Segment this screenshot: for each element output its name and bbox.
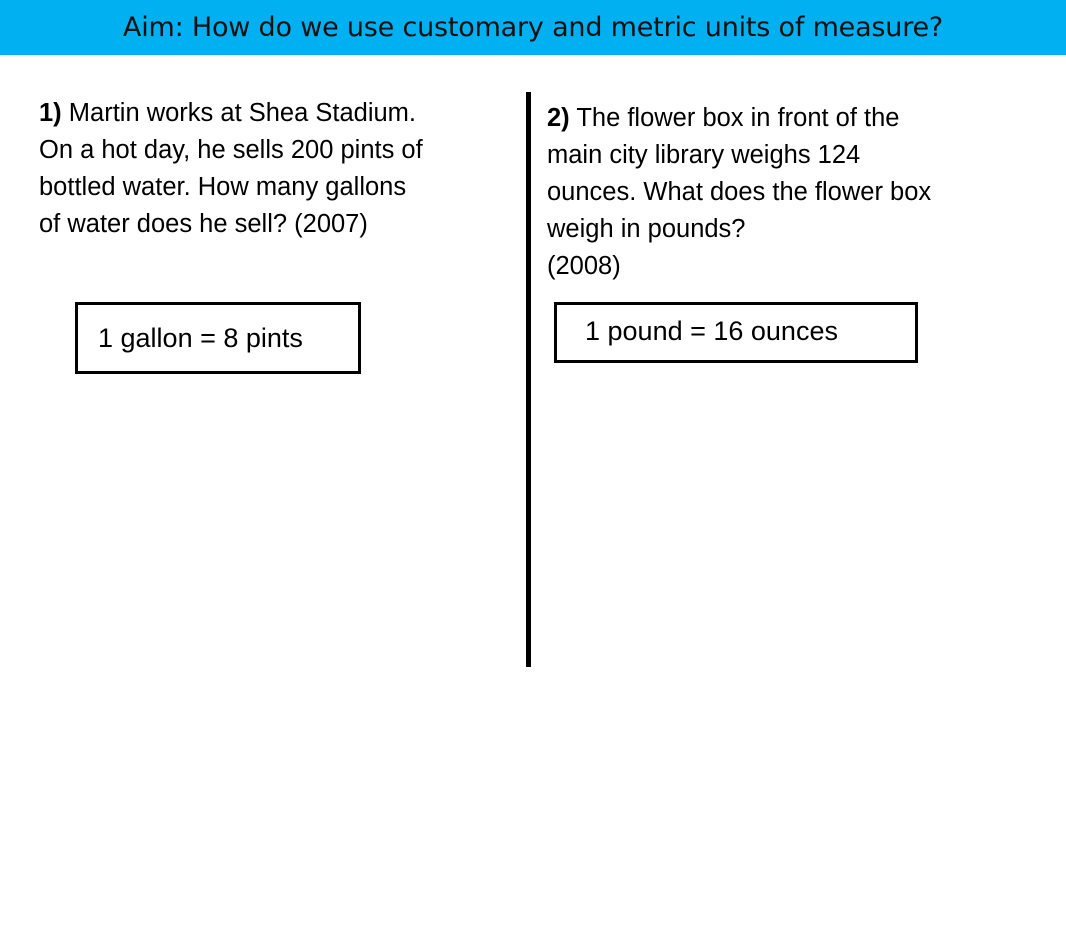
problem-1-text-line-2: On a hot day, he sells 200 pints of [39,136,423,164]
problem-1-text-line-3: bottled water. How many gallons [39,173,407,201]
page-title: Aim: How do we use customary and metric units of measure? [122,12,944,43]
conversion-text-gallon-pints: 1 gallon = 8 pints [98,322,303,353]
problem-2-text-line-3: ounces. What does the flower box [547,178,932,206]
problem-1 [39,95,524,243]
conversion-box-gallon-pints [75,302,361,374]
problem-2-number: 2) [547,104,570,132]
problem-1-number: 1) [39,99,62,127]
problem-2-line-1 [547,100,1047,137]
problem-1-text-line-1: Martin works at Shea Stadium. [68,99,417,127]
conversion-box-pound-ounces [554,302,918,363]
title-bar [0,0,1066,55]
problem-2-text-line-4: weigh in pounds? [547,215,746,243]
column-divider [526,92,531,667]
problem-2-text-line-5: (2008) [547,252,621,280]
conversion-text-pound-ounces: 1 pound = 16 ounces [585,316,838,346]
problem-1-text-line-4: of water does he sell? (2007) [39,210,368,238]
problem-2-text-line-2: main city library weighs 124 [547,141,861,169]
problem-2-text-line-1: The flower box in front of the [576,104,900,132]
problem-2 [547,100,1047,285]
problem-1-line-1 [39,95,524,132]
